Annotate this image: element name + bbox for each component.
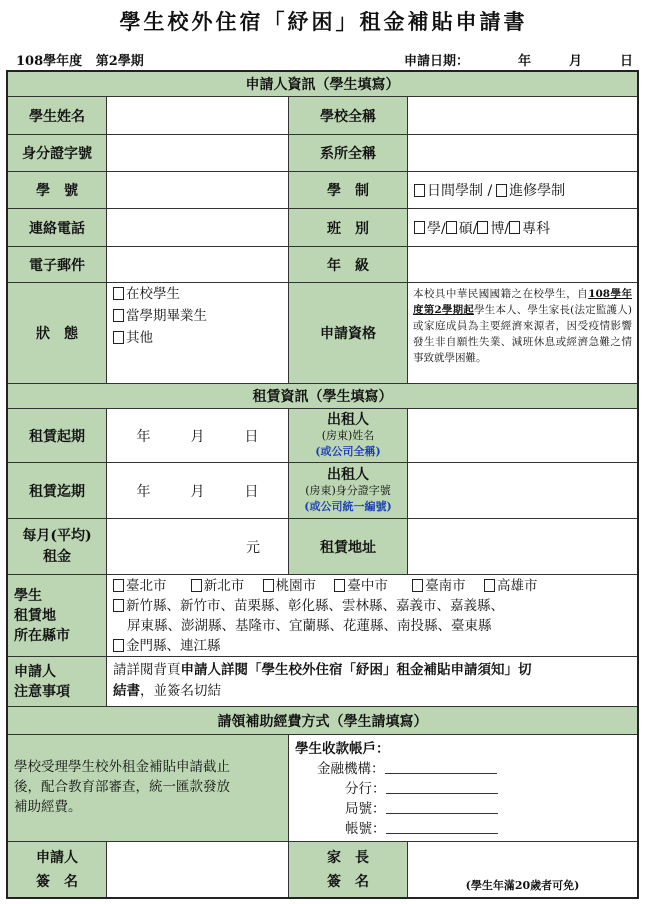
- other-label: 其他: [126, 330, 153, 346]
- bank-label: 金融機構：: [317, 761, 385, 777]
- county-kaohsiung: 高雄市: [496, 578, 538, 594]
- checkbox-graduating[interactable]: [113, 309, 124, 322]
- county-label-3: 所在縣市: [14, 627, 70, 644]
- payment-description: [8, 735, 289, 842]
- county-label-1: 學生: [14, 587, 42, 604]
- bureau-label: 局號：: [345, 801, 386, 817]
- checkbox-master[interactable]: [446, 221, 457, 234]
- county-taipei: 臺北市: [126, 578, 167, 594]
- rent-unit: 元: [246, 539, 260, 556]
- rental-address-field[interactable]: [408, 519, 637, 575]
- bachelor-label: 學/: [427, 220, 446, 237]
- student-name-field[interactable]: [107, 97, 289, 135]
- school-name-field[interactable]: [408, 97, 637, 135]
- landlord-name-sub: (房東)姓名: [321, 428, 375, 442]
- section-rental-header: 租賃資訊（學生填寫）: [8, 384, 637, 409]
- start-day-unit: 日: [244, 428, 259, 445]
- account-title: 學生收款帳戶：: [295, 741, 390, 757]
- checkbox-new-taipei[interactable]: [191, 579, 202, 592]
- label-qualification: 申請資格: [289, 283, 408, 384]
- date-label: 申請日期：: [404, 54, 470, 69]
- checkbox-group-4[interactable]: [113, 639, 124, 652]
- parent-signature-label-2: 簽 名: [327, 873, 369, 890]
- label-student-number: 學 號: [8, 172, 107, 209]
- account-field[interactable]: [386, 821, 498, 834]
- label-notice: [8, 657, 107, 707]
- payment-desc-3: 補助經費。: [14, 799, 82, 815]
- application-form: [6, 70, 639, 899]
- notice-text-3: ，並簽名切結: [140, 683, 221, 699]
- status-options: [107, 283, 289, 384]
- county-row-2: [113, 596, 631, 616]
- notice-label-1: 申請人: [14, 663, 56, 680]
- county-group-4: 金門縣、連江縣: [126, 638, 221, 654]
- payment-desc-2: 後，配合教育部審查，統一匯款發放: [14, 779, 230, 795]
- junior-college-label: 專科: [522, 220, 551, 237]
- label-status: 狀 態: [8, 283, 107, 384]
- checkbox-bachelor[interactable]: [414, 221, 425, 234]
- label-email: 電子郵件: [8, 247, 107, 283]
- rental-end-field[interactable]: [107, 463, 289, 519]
- date-month-unit: 月: [569, 54, 583, 69]
- notice-text-2: 結書: [113, 683, 140, 699]
- county-group-2: 新竹縣、新竹市、苗栗縣、彰化縣、雲林縣、嘉義市、嘉義縣、: [126, 598, 504, 614]
- day-system-label: 日間學制 /: [427, 183, 493, 199]
- master-label: 碩/: [458, 220, 478, 237]
- label-landlord-id: [289, 463, 408, 519]
- label-monthly-rent: [8, 519, 107, 575]
- semester: 第2學期: [95, 54, 144, 69]
- checkbox-continuing-system[interactable]: [496, 184, 507, 197]
- date-day-unit: 日: [620, 54, 634, 69]
- label-applicant-signature: [8, 842, 107, 897]
- checkbox-junior-college[interactable]: [509, 221, 520, 234]
- landlord-name-note: (或公司全稱): [315, 444, 381, 458]
- account-label: 帳號：: [345, 821, 386, 837]
- department-field[interactable]: [408, 135, 637, 172]
- label-department: 系所全稱: [289, 135, 408, 172]
- branch-label: 分行：: [345, 781, 386, 797]
- label-school-system: 學 制: [289, 172, 408, 209]
- county-label-2: 租賃地: [14, 607, 56, 624]
- payment-desc-1: 學校受理學生校外租金補貼申請截止: [14, 759, 230, 775]
- label-rental-address: 租賃地址: [289, 519, 408, 575]
- qualification-text-1: 本校具中華民國國籍之在校學生，自: [413, 288, 589, 300]
- checkbox-taipei[interactable]: [113, 579, 124, 592]
- county-tainan: 臺南市: [425, 578, 466, 594]
- graduating-label: 當學期畢業生: [126, 308, 207, 324]
- label-class: 班 別: [289, 209, 408, 247]
- section-applicant-header: 申請人資訊（學生填寫）: [8, 72, 637, 97]
- county-row-1: [113, 576, 631, 596]
- student-number-field[interactable]: [107, 172, 289, 209]
- county-options: [107, 575, 637, 657]
- label-rental-start: 租賃起期: [8, 409, 107, 463]
- notice-label-2: 注意事項: [14, 683, 70, 700]
- landlord-name-field[interactable]: [408, 409, 637, 463]
- qualification-text-2: 108學年度第2學期起: [413, 288, 633, 316]
- bank-account-info: [289, 735, 637, 842]
- checkbox-tainan[interactable]: [412, 579, 423, 592]
- monthly-rent-label-1: 每月(平均): [22, 527, 92, 544]
- applicant-signature-label-2: 簽 名: [36, 873, 78, 890]
- date-year-unit: 年: [518, 54, 532, 69]
- applicant-signature-field[interactable]: [107, 842, 289, 897]
- notice-text: [107, 657, 637, 707]
- academic-year: 108學年度: [16, 54, 83, 69]
- monthly-rent-field[interactable]: [107, 519, 289, 575]
- bureau-field[interactable]: [386, 801, 498, 814]
- end-month-unit: 月: [190, 483, 205, 500]
- bank-field[interactable]: [385, 761, 497, 774]
- county-row-4: [113, 636, 631, 656]
- label-parent-signature: [289, 842, 408, 897]
- enrolled-label: 在校學生: [126, 286, 180, 302]
- continuing-system-label: 進修學制: [509, 183, 566, 199]
- label-landlord-name: [289, 409, 408, 463]
- label-id-number: 身分證字號: [8, 135, 107, 172]
- county-taichung: 臺中市: [347, 578, 388, 594]
- page-title: 學生校外住宿「紓困」租金補貼申請書: [119, 9, 528, 34]
- doctor-label: 博/: [490, 220, 510, 237]
- checkbox-day-system[interactable]: [414, 184, 425, 197]
- applicant-signature-label-1: 申請人: [36, 849, 78, 866]
- checkbox-other[interactable]: [113, 331, 124, 344]
- grade-field[interactable]: [408, 247, 637, 283]
- landlord-id-title: 出租人: [327, 466, 369, 483]
- term-info: [16, 50, 144, 69]
- landlord-id-sub: (房東)身分證字號: [305, 483, 391, 497]
- label-grade: 年 級: [289, 247, 408, 283]
- monthly-rent-label-2: 租金: [43, 548, 71, 565]
- class-options: [408, 209, 637, 247]
- email-field[interactable]: [107, 247, 289, 283]
- checkbox-doctor[interactable]: [477, 221, 488, 234]
- school-system-options: [408, 172, 637, 209]
- qualification-text-3: 學生本人、學生家長(法定監護人)或家庭成員為主要經濟來源者，因受疫情影響發生非自願性失業、減班休息或經濟急難之情事致就學困難。: [413, 304, 632, 364]
- landlord-id-note: (或公司統一編號): [304, 499, 392, 513]
- label-rental-end: 租賃迄期: [8, 463, 107, 519]
- checkbox-group-2[interactable]: [113, 599, 124, 612]
- county-new-taipei: 新北市: [203, 578, 245, 594]
- qualification-text: [408, 283, 637, 384]
- landlord-name-title: 出租人: [327, 411, 369, 428]
- label-phone: 連絡電話: [8, 209, 107, 247]
- label-rental-county: [8, 575, 107, 657]
- rental-start-field[interactable]: [107, 409, 289, 463]
- checkbox-taoyuan[interactable]: [263, 579, 274, 592]
- parent-signature-note: (學生年滿20歲者可免): [465, 879, 580, 892]
- start-year-unit: 年: [136, 428, 151, 445]
- phone-field[interactable]: [107, 209, 289, 247]
- end-year-unit: 年: [136, 483, 151, 500]
- checkbox-enrolled[interactable]: [113, 287, 124, 300]
- notice-text-1a: 請詳閱背頁: [113, 662, 181, 678]
- county-row-3: 屏東縣、澎湖縣、基隆市、宜蘭縣、花蓮縣、南投縣、臺東縣: [127, 618, 492, 634]
- section-payment-header: 請領補助經費方式（學生請填寫）: [8, 707, 637, 735]
- county-taoyuan: 桃園市: [275, 578, 317, 594]
- landlord-id-field[interactable]: [408, 463, 637, 519]
- parent-signature-label-1: 家 長: [327, 849, 369, 866]
- checkbox-taichung[interactable]: [334, 579, 345, 592]
- branch-field[interactable]: [386, 781, 498, 794]
- label-school-name: 學校全稱: [289, 97, 408, 135]
- id-number-field[interactable]: [107, 135, 289, 172]
- parent-signature-field[interactable]: [408, 842, 637, 897]
- end-day-unit: 日: [244, 483, 259, 500]
- start-month-unit: 月: [190, 428, 205, 445]
- label-student-name: 學生姓名: [8, 97, 107, 135]
- notice-text-1b: 申請人詳閱「學生校外住宿「紓困」租金補貼申請須知」切: [180, 662, 532, 678]
- checkbox-kaohsiung[interactable]: [484, 579, 495, 592]
